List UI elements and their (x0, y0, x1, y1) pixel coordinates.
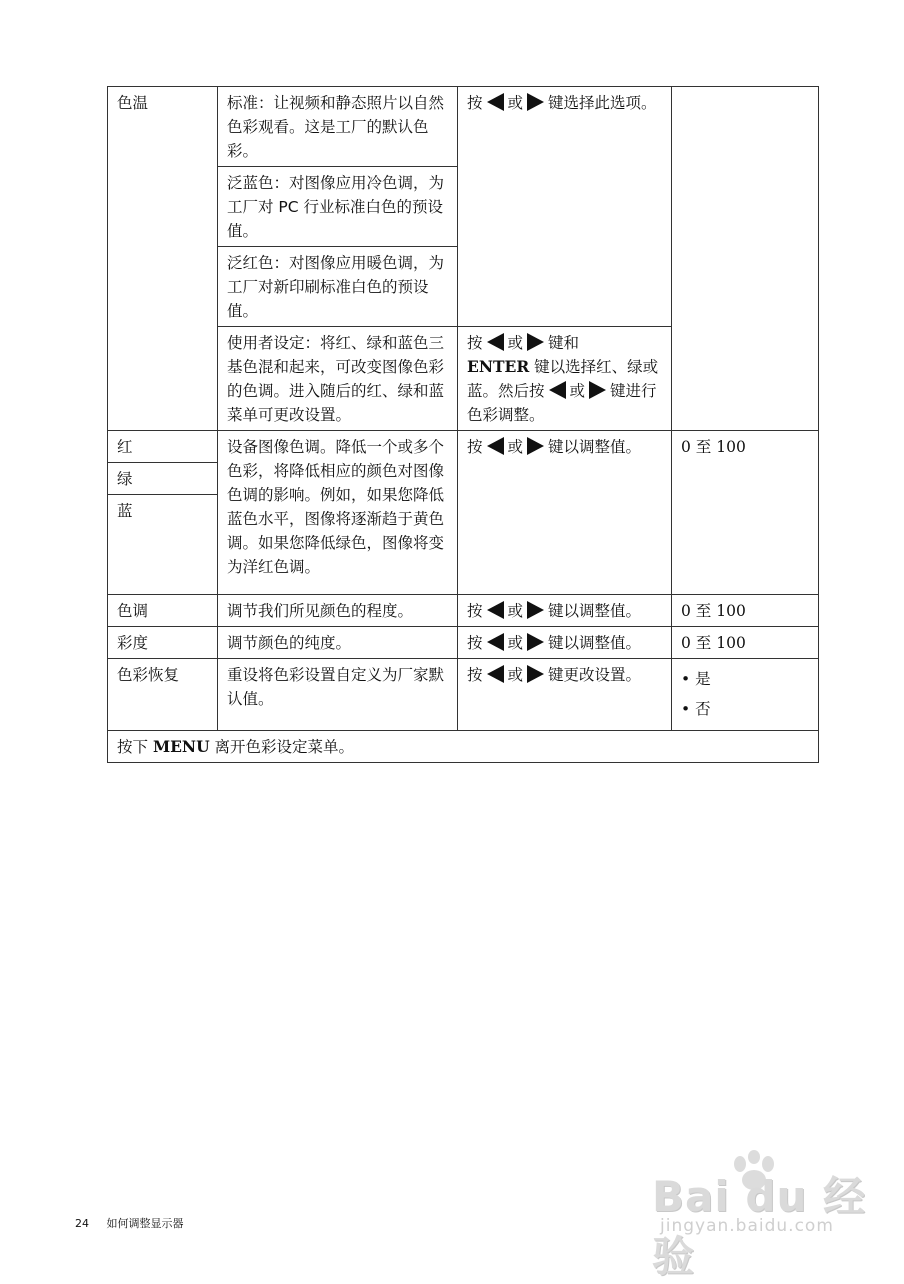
right-arrow-icon (527, 437, 544, 455)
hue-range: 0 至 100 (672, 595, 819, 627)
reset-instruction: 按 或 键更改设置。 (458, 659, 672, 731)
right-arrow-icon (527, 665, 544, 683)
page-footer (75, 1215, 198, 1231)
left-arrow-icon (487, 333, 504, 351)
color-temp-range (672, 87, 819, 431)
right-arrow-icon (589, 381, 606, 399)
exit-menu-note: 按下 MENU 离开色彩设定菜单。 (108, 731, 819, 763)
page-number: 24 (75, 1217, 89, 1230)
color-temp-select-instruction: 按 或 键选择此选项。 (458, 87, 672, 327)
color-temp-bluish-desc: 泛蓝色：对图像应用冷色调，为工厂对 PC 行业标准白色的预设值。 (218, 167, 458, 247)
right-arrow-icon (527, 601, 544, 619)
blue-label: 蓝 (108, 495, 218, 595)
baidu-jingyan-watermark (640, 1150, 870, 1281)
rgb-instruction: 按 或 键以调整值。 (458, 431, 672, 595)
left-arrow-icon (487, 665, 504, 683)
color-temp-user-desc: 使用者设定：将红、绿和蓝色三基色混和起来，可改变图像色彩的色调。进入随后的红、绿和蓝菜单可更改设置。 (218, 327, 458, 431)
reset-option-yes: • 是 (681, 670, 711, 688)
section-title: 如何调整显示器 (106, 1217, 184, 1230)
watermark-url: jingyan.baidu.com (660, 1216, 834, 1236)
saturation-label: 彩度 (108, 627, 218, 659)
right-arrow-icon (527, 633, 544, 651)
saturation-instruction: 按 或 键以调整值。 (458, 627, 672, 659)
left-arrow-icon (487, 93, 504, 111)
reset-options (672, 659, 819, 731)
saturation-desc: 调节颜色的纯度。 (218, 627, 458, 659)
reset-option-no: • 否 (681, 700, 711, 718)
color-temp-user-instruction: 按 或 键和 ENTER 键以选择红、绿或蓝。然后按 或 键进行色彩调整。 (458, 327, 672, 431)
color-temp-reddish-desc: 泛红色：对图像应用暖色调，为工厂对新印刷标准白色的预设值。 (218, 247, 458, 327)
left-arrow-icon (487, 633, 504, 651)
left-arrow-icon (487, 601, 504, 619)
reset-label: 色彩恢复 (108, 659, 218, 731)
green-label: 绿 (108, 463, 218, 495)
saturation-range: 0 至 100 (672, 627, 819, 659)
right-arrow-icon (527, 93, 544, 111)
hue-label: 色调 (108, 595, 218, 627)
color-temp-label: 色温 (108, 87, 218, 431)
hue-instruction: 按 或 键以调整值。 (458, 595, 672, 627)
rgb-desc: 设备图像色调。降低一个或多个色彩，将降低相应的颜色对图像色调的影响。例如，如果您降低蓝色水平，图像将逐渐趋于黄色调。如果您降低绿色，图像将变为洋红色调。 (218, 431, 458, 595)
right-arrow-icon (527, 333, 544, 351)
color-settings-table (107, 86, 819, 763)
left-arrow-icon (549, 381, 566, 399)
color-temp-normal-desc: 标准：让视频和静态照片以自然色彩观看。这是工厂的默认色彩。 (218, 87, 458, 167)
red-label: 红 (108, 431, 218, 463)
reset-desc: 重设将色彩设置自定义为厂家默认值。 (218, 659, 458, 731)
watermark-logo-text: Bai du 经验 (652, 1172, 866, 1281)
left-arrow-icon (487, 437, 504, 455)
hue-desc: 调节我们所见颜色的程度。 (218, 595, 458, 627)
rgb-range: 0 至 100 (672, 431, 819, 595)
